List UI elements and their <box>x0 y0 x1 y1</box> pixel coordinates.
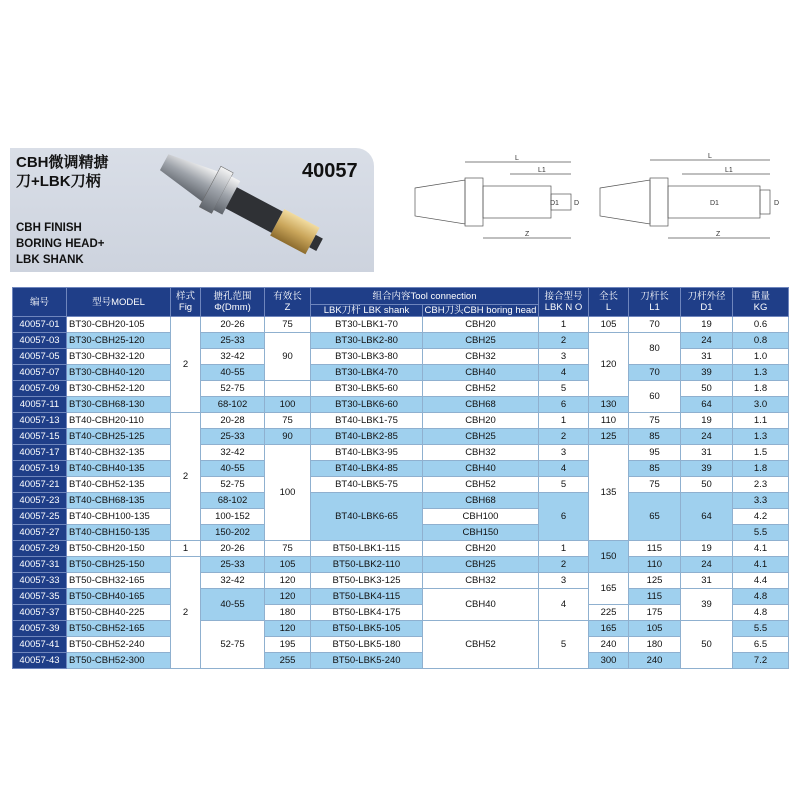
cell-range: 40-55 <box>201 365 265 381</box>
cell-d1: 39 <box>681 589 733 621</box>
cell-model: BT40-CBH40-135 <box>67 461 171 477</box>
cell-no: 2 <box>539 429 589 445</box>
cell-code: 40057-15 <box>13 429 67 445</box>
cell-d1: 39 <box>681 461 733 477</box>
cell-range: 20-28 <box>201 413 265 429</box>
cell-range: 25-33 <box>201 557 265 573</box>
col-lbk-shank-header: LBK刀杆 LBK shank <box>311 305 423 317</box>
dim-Z-left: Z <box>525 231 530 238</box>
cell-fig: 1 <box>171 541 201 557</box>
cell-range: 40-55 <box>201 589 265 621</box>
cell-z: 120 <box>265 573 311 589</box>
cell-kg: 4.1 <box>733 557 789 573</box>
cell-model: BT50-CBH52-240 <box>67 637 171 653</box>
cell-lbk: BT30-LBK3-80 <box>311 349 423 365</box>
dim-D1-right: D1 <box>710 200 719 207</box>
cell-model: BT30-CBH25-120 <box>67 333 171 349</box>
cell-l1: 110 <box>629 557 681 573</box>
table-row <box>13 317 789 333</box>
cell-l: 130 <box>589 397 629 413</box>
cell-no: 5 <box>539 621 589 669</box>
cell-model: BT50-CBH52-165 <box>67 621 171 637</box>
cell-kg: 1.8 <box>733 381 789 397</box>
cell-fig: 2 <box>171 317 201 413</box>
cell-code: 40057-43 <box>13 653 67 669</box>
table-row <box>13 653 789 669</box>
cell-lbk: BT50-LBK3-125 <box>311 573 423 589</box>
cell-code: 40057-23 <box>13 493 67 509</box>
cell-l1: 180 <box>629 637 681 653</box>
cell-kg: 4.8 <box>733 605 789 621</box>
cell-model: BT40-CBH20-110 <box>67 413 171 429</box>
cell-lbk: BT50-LBK5-180 <box>311 637 423 653</box>
cell-lbk: BT40-LBK1-75 <box>311 413 423 429</box>
col-d1-header: 刀杆外径 D1 <box>681 288 733 317</box>
cell-l: 150 <box>589 541 629 573</box>
col-l-header: 全长 L <box>589 288 629 317</box>
table-row <box>13 413 789 429</box>
cell-z: 105 <box>265 557 311 573</box>
cell-range: 32-42 <box>201 349 265 365</box>
cell-d1: 24 <box>681 333 733 349</box>
cell-kg: 1.3 <box>733 365 789 381</box>
cell-cbh: CBH20 <box>423 317 539 333</box>
cell-d1: 50 <box>681 621 733 669</box>
cell-lbk: BT50-LBK4-175 <box>311 605 423 621</box>
cell-kg: 7.2 <box>733 653 789 669</box>
cell-code: 40057-09 <box>13 381 67 397</box>
cell-d1: 31 <box>681 349 733 365</box>
cell-d1: 50 <box>681 477 733 493</box>
title-en-line3: LBK SHANK <box>16 254 84 266</box>
cell-cbh: CBH25 <box>423 333 539 349</box>
cell-l: 225 <box>589 605 629 621</box>
cell-model: BT50-CBH20-150 <box>67 541 171 557</box>
cell-z: 180 <box>265 605 311 621</box>
dim-L-right: L <box>708 153 712 160</box>
cell-range: 68-102 <box>201 493 265 509</box>
cell-z: 195 <box>265 637 311 653</box>
cell-kg: 5.5 <box>733 525 789 541</box>
table-row <box>13 621 789 637</box>
cell-lbk: BT30-LBK5-60 <box>311 381 423 397</box>
cell-model: BT30-CBH52-120 <box>67 381 171 397</box>
cell-no: 6 <box>539 397 589 413</box>
cell-d1: 24 <box>681 557 733 573</box>
cell-l: 110 <box>589 413 629 429</box>
cell-l: 165 <box>589 573 629 605</box>
cell-model: BT50-CBH32-165 <box>67 573 171 589</box>
cell-kg: 4.2 <box>733 509 789 525</box>
cell-code: 40057-37 <box>13 605 67 621</box>
cell-lbk: BT40-LBK4-85 <box>311 461 423 477</box>
cell-cbh: CBH52 <box>423 477 539 493</box>
table-row <box>13 365 789 381</box>
cell-d1: 64 <box>681 397 733 413</box>
cell-l1: 115 <box>629 589 681 605</box>
cell-cbh: CBH68 <box>423 397 539 413</box>
cell-model: BT40-CBH52-135 <box>67 477 171 493</box>
dim-L-left: L <box>515 155 519 162</box>
title-cn-line1: CBH微调精搪 <box>16 154 109 171</box>
table-row <box>13 493 789 509</box>
col-tool-connection-header: 组合内容Tool connection <box>311 288 539 305</box>
cell-kg: 4.8 <box>733 589 789 605</box>
col-code-header: 编号 <box>13 288 67 317</box>
col-kg-header: 重量 KG <box>733 288 789 317</box>
product-photo-panel <box>134 148 374 272</box>
drawing-fig2 <box>600 160 770 238</box>
technical-drawings <box>410 150 790 270</box>
cell-kg: 1.3 <box>733 429 789 445</box>
cell-lbk: BT40-LBK5-75 <box>311 477 423 493</box>
dim-L1-right: L1 <box>725 167 733 174</box>
cell-z: 120 <box>265 621 311 637</box>
cell-lbk: BT30-LBK4-70 <box>311 365 423 381</box>
title-cn-line2: 刀+LBK刀柄 <box>16 173 101 190</box>
cell-cbh: CBH32 <box>423 445 539 461</box>
cell-d1: 31 <box>681 445 733 461</box>
cell-lbk: BT40-LBK3-95 <box>311 445 423 461</box>
cell-l1: 85 <box>629 461 681 477</box>
cell-kg: 1.0 <box>733 349 789 365</box>
cell-no: 3 <box>539 349 589 365</box>
table-row <box>13 477 789 493</box>
cell-l1: 115 <box>629 541 681 557</box>
table-row <box>13 637 789 653</box>
dim-D-right: D <box>774 200 780 207</box>
cell-no: 6 <box>539 493 589 541</box>
cell-code: 40057-29 <box>13 541 67 557</box>
cell-no: 4 <box>539 589 589 621</box>
drawing-fig1 <box>415 162 571 238</box>
cell-code: 40057-19 <box>13 461 67 477</box>
cell-no: 1 <box>539 317 589 333</box>
cell-range: 32-42 <box>201 573 265 589</box>
cell-z: 75 <box>265 317 311 333</box>
title-en-line1: CBH FINISH <box>16 222 82 234</box>
spec-table-body <box>13 317 789 669</box>
table-row <box>13 557 789 573</box>
cell-kg: 1.5 <box>733 445 789 461</box>
cell-no: 5 <box>539 381 589 397</box>
title-en-line2: BORING HEAD+ <box>16 238 105 250</box>
cell-range: 52-75 <box>201 621 265 669</box>
cell-l1: 85 <box>629 429 681 445</box>
cell-no: 5 <box>539 477 589 493</box>
cell-cbh: CBH20 <box>423 541 539 557</box>
table-row <box>13 573 789 589</box>
cell-range: 52-75 <box>201 381 265 397</box>
cell-l1: 65 <box>629 493 681 541</box>
spec-table-grid <box>12 287 789 669</box>
cell-code: 40057-39 <box>13 621 67 637</box>
cell-z: 120 <box>265 589 311 605</box>
cell-lbk: BT30-LBK2-80 <box>311 333 423 349</box>
col-model-header: 型号MODEL <box>67 288 171 317</box>
cell-model: BT30-CBH32-120 <box>67 349 171 365</box>
dim-D1-left: D1 <box>550 200 559 207</box>
cell-no: 2 <box>539 557 589 573</box>
cell-code: 40057-03 <box>13 333 67 349</box>
table-row <box>13 429 789 445</box>
table-row <box>13 445 789 461</box>
cell-range: 20-26 <box>201 541 265 557</box>
cell-d1: 64 <box>681 493 733 541</box>
cell-range: 150-202 <box>201 525 265 541</box>
cell-z: 75 <box>265 413 311 429</box>
spec-table <box>12 287 788 669</box>
cell-model: BT30-CBH68-130 <box>67 397 171 413</box>
cell-kg: 1.8 <box>733 461 789 477</box>
cell-kg: 3.0 <box>733 397 789 413</box>
cell-l1: 125 <box>629 573 681 589</box>
cell-code: 40057-05 <box>13 349 67 365</box>
dim-Z-right: Z <box>716 231 721 238</box>
cell-cbh: CBH40 <box>423 589 539 621</box>
cell-no: 1 <box>539 413 589 429</box>
cell-code: 40057-31 <box>13 557 67 573</box>
cell-range: 25-33 <box>201 333 265 349</box>
cell-lbk: BT50-LBK2-110 <box>311 557 423 573</box>
cell-cbh: CBH25 <box>423 557 539 573</box>
cell-z: 90 <box>265 429 311 445</box>
cell-l1: 175 <box>629 605 681 621</box>
col-range-header: 搪孔范围 Φ(Dmm) <box>201 288 265 317</box>
cell-l: 165 <box>589 621 629 637</box>
cell-code: 40057-13 <box>13 413 67 429</box>
cell-z: 75 <box>265 541 311 557</box>
cell-range: 40-55 <box>201 461 265 477</box>
cell-cbh: CBH32 <box>423 573 539 589</box>
cell-l1: 70 <box>629 365 681 381</box>
cell-cbh: CBH52 <box>423 621 539 669</box>
cell-z <box>265 381 311 397</box>
col-l1-header: 刀杆长 L1 <box>629 288 681 317</box>
cell-model: BT30-CBH40-120 <box>67 365 171 381</box>
cell-l1: 75 <box>629 413 681 429</box>
cell-kg: 1.1 <box>733 413 789 429</box>
cell-model: BT50-CBH52-300 <box>67 653 171 669</box>
cell-z: 255 <box>265 653 311 669</box>
cell-l1: 105 <box>629 621 681 637</box>
cell-l: 105 <box>589 317 629 333</box>
cell-lbk: BT40-LBK6-65 <box>311 493 423 541</box>
cell-model: BT40-CBH32-135 <box>67 445 171 461</box>
col-z-header: 有效长 Z <box>265 288 311 317</box>
cell-l1: 70 <box>629 317 681 333</box>
cell-d1: 19 <box>681 413 733 429</box>
cell-code: 40057-35 <box>13 589 67 605</box>
cell-no: 3 <box>539 445 589 461</box>
cell-model: BT50-CBH25-150 <box>67 557 171 573</box>
cell-l: 120 <box>589 333 629 397</box>
cell-z: 90 <box>265 333 311 381</box>
cell-lbk: BT50-LBK5-240 <box>311 653 423 669</box>
dim-D-left: D <box>574 200 580 207</box>
table-row <box>13 605 789 621</box>
cell-code: 40057-41 <box>13 637 67 653</box>
cell-code: 40057-07 <box>13 365 67 381</box>
cell-kg: 0.6 <box>733 317 789 333</box>
cell-cbh: CBH25 <box>423 429 539 445</box>
cell-code: 40057-25 <box>13 509 67 525</box>
cell-code: 40057-11 <box>13 397 67 413</box>
cell-code: 40057-33 <box>13 573 67 589</box>
cell-cbh: CBH68 <box>423 493 539 509</box>
cell-l: 240 <box>589 637 629 653</box>
table-row <box>13 461 789 477</box>
cell-code: 40057-21 <box>13 477 67 493</box>
cell-d1: 19 <box>681 541 733 557</box>
cell-l1: 60 <box>629 381 681 413</box>
col-fig-header: 样式 Fig <box>171 288 201 317</box>
cell-d1: 24 <box>681 429 733 445</box>
cell-model: BT40-CBH25-125 <box>67 429 171 445</box>
cell-range: 100-152 <box>201 509 265 525</box>
cell-l1: 80 <box>629 333 681 365</box>
dim-L1-left: L1 <box>538 167 546 174</box>
cell-kg: 5.5 <box>733 621 789 637</box>
cell-fig: 2 <box>171 413 201 541</box>
table-row <box>13 381 789 397</box>
cell-lbk: BT50-LBK5-105 <box>311 621 423 637</box>
cell-no: 1 <box>539 541 589 557</box>
cell-cbh: CBH150 <box>423 525 539 541</box>
cell-cbh: CBH32 <box>423 349 539 365</box>
col-lbk-no-header: 接合型号 LBK N O <box>539 288 589 317</box>
table-row <box>13 541 789 557</box>
cell-cbh: CBH20 <box>423 413 539 429</box>
cell-no: 2 <box>539 333 589 349</box>
cell-kg: 6.5 <box>733 637 789 653</box>
cell-model: BT40-CBH150-135 <box>67 525 171 541</box>
product-code: 40057 <box>302 160 358 182</box>
cell-no: 3 <box>539 573 589 589</box>
cell-lbk: BT50-LBK4-115 <box>311 589 423 605</box>
cell-z: 100 <box>265 397 311 413</box>
cell-l: 125 <box>589 429 629 445</box>
cell-no: 4 <box>539 365 589 381</box>
cell-lbk: BT30-LBK6-60 <box>311 397 423 413</box>
cell-no: 4 <box>539 461 589 477</box>
cell-model: BT40-CBH68-135 <box>67 493 171 509</box>
cell-range: 68-102 <box>201 397 265 413</box>
cell-cbh: CBH52 <box>423 381 539 397</box>
cell-cbh: CBH40 <box>423 365 539 381</box>
cell-l1: 95 <box>629 445 681 461</box>
cell-range: 32-42 <box>201 445 265 461</box>
cell-kg: 4.1 <box>733 541 789 557</box>
cell-model: BT40-CBH100-135 <box>67 509 171 525</box>
cell-model: BT30-CBH20-105 <box>67 317 171 333</box>
cell-lbk: BT50-LBK1-115 <box>311 541 423 557</box>
cell-lbk: BT30-LBK1-70 <box>311 317 423 333</box>
cell-l1: 75 <box>629 477 681 493</box>
cell-code: 40057-01 <box>13 317 67 333</box>
cell-range: 52-75 <box>201 477 265 493</box>
cell-l: 135 <box>589 445 629 541</box>
cell-kg: 3.3 <box>733 493 789 509</box>
cell-d1: 31 <box>681 573 733 589</box>
col-cbh-head-header: CBH刀头CBH boring head <box>423 305 539 317</box>
cell-range: 20-26 <box>201 317 265 333</box>
cell-l: 300 <box>589 653 629 669</box>
cell-kg: 0.8 <box>733 333 789 349</box>
cell-l1: 240 <box>629 653 681 669</box>
cell-code: 40057-27 <box>13 525 67 541</box>
cell-cbh: CBH100 <box>423 509 539 525</box>
cell-d1: 50 <box>681 381 733 397</box>
cell-model: BT50-CBH40-165 <box>67 589 171 605</box>
cell-code: 40057-17 <box>13 445 67 461</box>
cell-fig: 2 <box>171 557 201 669</box>
table-row <box>13 333 789 349</box>
cell-range: 25-33 <box>201 429 265 445</box>
table-row <box>13 589 789 605</box>
cell-d1: 19 <box>681 317 733 333</box>
title-panel <box>10 148 134 272</box>
cell-model: BT50-CBH40-225 <box>67 605 171 621</box>
dimension-drawing-svg <box>410 150 790 270</box>
cell-d1: 39 <box>681 365 733 381</box>
cell-lbk: BT40-LBK2-85 <box>311 429 423 445</box>
cell-z: 100 <box>265 445 311 541</box>
cell-kg: 2.3 <box>733 477 789 493</box>
cell-cbh: CBH40 <box>423 461 539 477</box>
cell-kg: 4.4 <box>733 573 789 589</box>
